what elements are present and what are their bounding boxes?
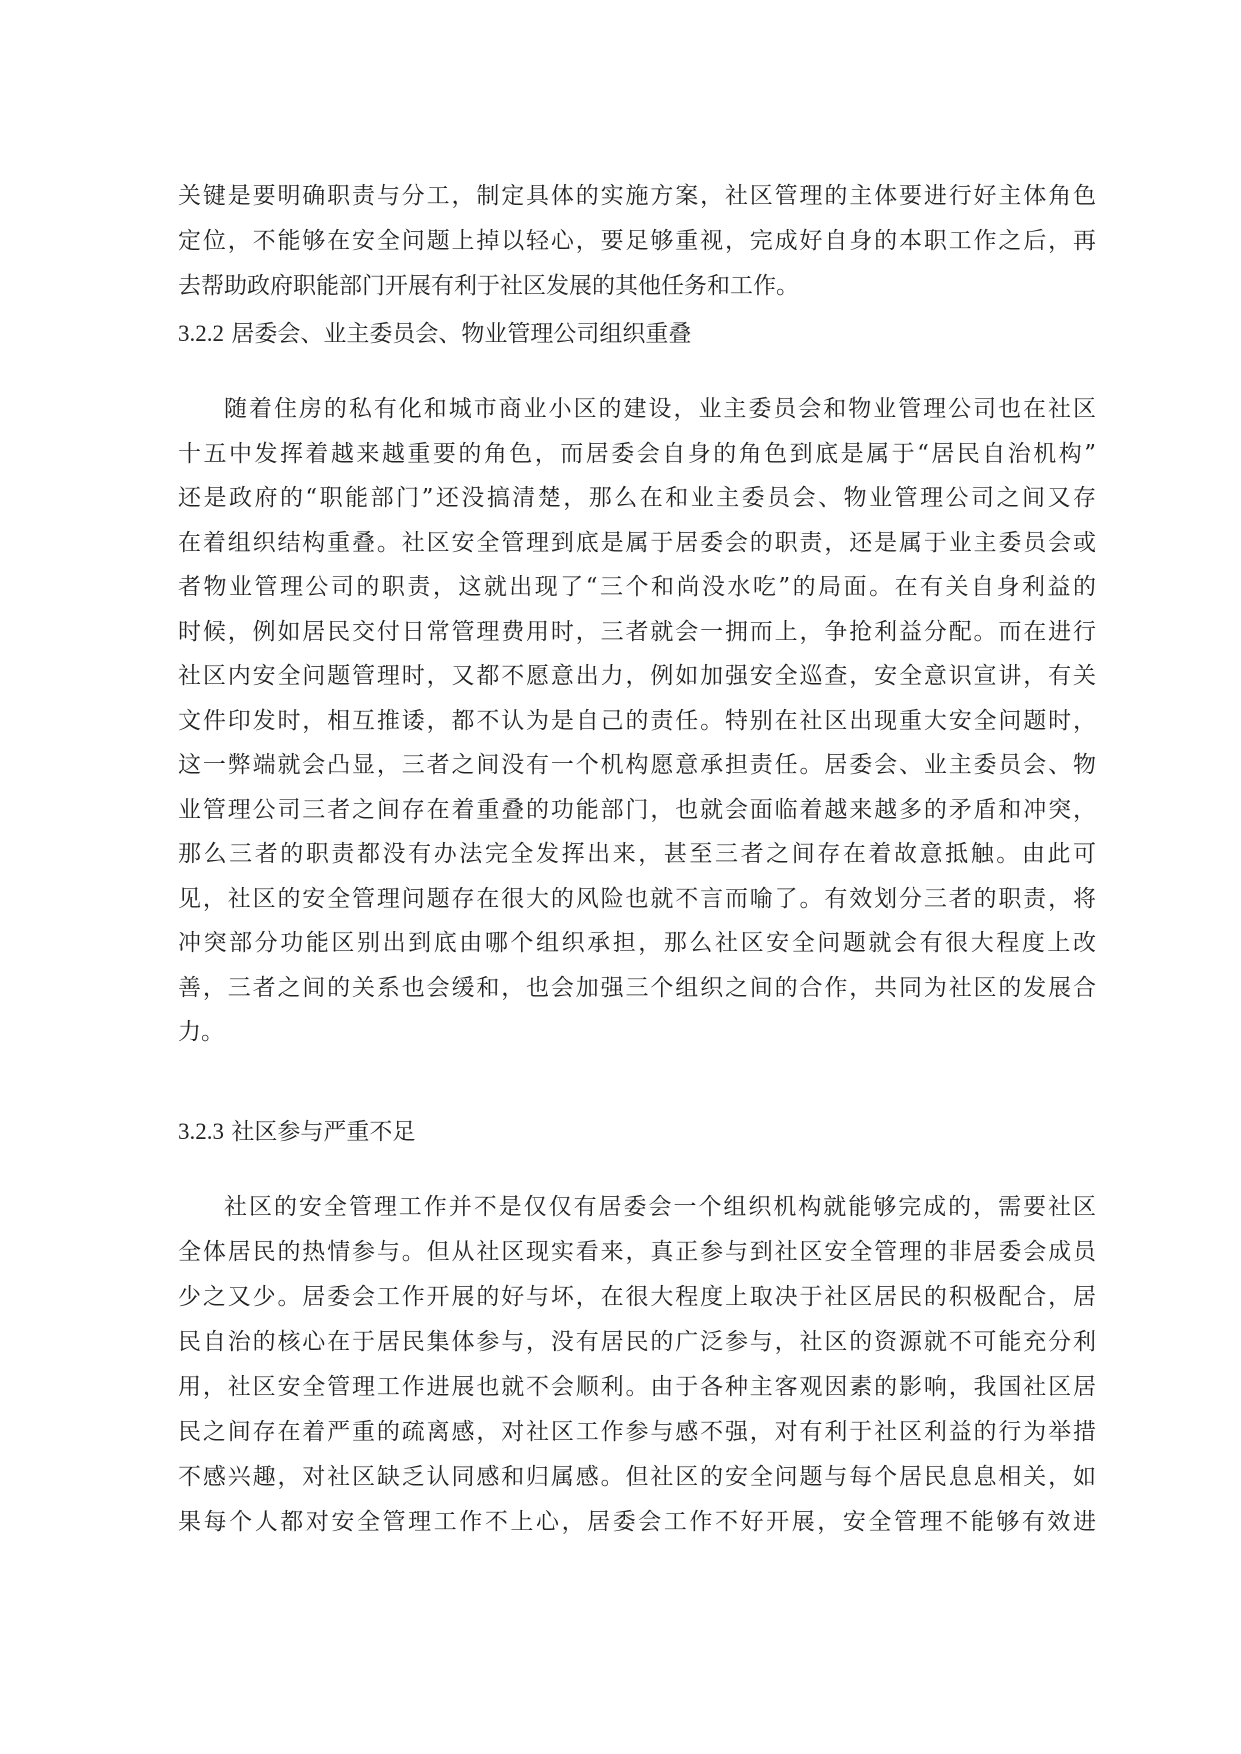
paragraph-line: 社区的安全管理工作并不是仅仅有居委会一个组织机构就能够完成的，需要社区 <box>224 1194 1096 1220</box>
paragraph-2 <box>178 387 1096 1055</box>
paragraph-line: 时候，例如居民交付日常管理费用时，三者就会一拥而上，争抢利益分配。而在进行 <box>178 618 1096 645</box>
paragraph-line: 社区内安全问题管理时，又都不愿意出力，例如加强安全巡查，安全意识宣讲，有关 <box>178 663 1096 689</box>
paragraph-line: 十五中发挥着越来越重要的角色，而居委会自身的角色到底是属于“居民自治机构” <box>178 440 1096 467</box>
paragraph-line: 少之又少。居委会工作开展的好与坏，在很大程度上取决于社区居民的积极配合，居 <box>178 1284 1096 1310</box>
section-title: 社区参与严重不足 <box>231 1119 416 1145</box>
paragraph-line: 还是政府的“职能部门”还没搞清楚，那么在和业主委员会、物业管理公司之间又存 <box>178 485 1096 511</box>
paragraph-line: 用，社区安全管理工作进展也就不会顺利。由于各种主客观因素的影响，我国社区居 <box>178 1374 1096 1400</box>
paragraph-line: 不感兴趣，对社区缺乏认同感和归属感。但社区的安全问题与每个居民息息相关，如 <box>178 1464 1096 1490</box>
paragraph-line: 者物业管理公司的职责，这就出现了“三个和尚没水吃”的局面。在有关自身利益的 <box>178 574 1096 600</box>
section-number: 3.2.3 <box>178 1119 224 1144</box>
paragraph-line: 民自治的核心在于居民集体参与，没有居民的广泛参与，社区的资源就不可能充分利 <box>178 1329 1096 1355</box>
paragraph-line: 这一弊端就会凸显，三者之间没有一个机构愿意承担责任。居委会、业主委员会、物 <box>178 752 1096 778</box>
paragraph-line: 业管理公司三者之间存在着重叠的功能部门，也就会面临着越来越多的矛盾和冲突， <box>178 796 1096 823</box>
paragraph-1 <box>178 174 1096 309</box>
paragraph-line: 善，三者之间的关系也会缓和，也会加强三个组织之间的合作，共同为社区的发展合 <box>178 974 1096 1001</box>
section-number: 3.2.2 <box>178 321 224 346</box>
paragraph-line: 民之间存在着严重的疏离感，对社区工作参与感不强，对有利于社区利益的行为举措 <box>178 1419 1096 1445</box>
section-heading-3-2-3 <box>178 1116 415 1148</box>
paragraph-line: 冲突部分功能区别出到底由哪个组织承担，那么社区安全问题就会有很大程度上改 <box>178 930 1096 956</box>
section-heading-3-2-2 <box>178 318 691 350</box>
paragraph-line: 定位，不能够在安全问题上掉以轻心，要足够重视，完成好自身的本职工作之后，再 <box>178 228 1096 254</box>
paragraph-line: 力。 <box>178 1019 224 1045</box>
section-title: 居委会、业主委员会、物业管理公司组织重叠 <box>231 321 692 347</box>
paragraph-3 <box>178 1185 1096 1545</box>
paragraph-line: 随着住房的私有化和城市商业小区的建设，业主委员会和物业管理公司也在社区 <box>224 396 1096 422</box>
paragraph-line: 文件印发时，相互推诿，都不认为是自己的责任。特别在社区出现重大安全问题时， <box>178 707 1096 734</box>
paragraph-line: 果每个人都对安全管理工作不上心，居委会工作不好开展，安全管理不能够有效进 <box>178 1509 1096 1535</box>
paragraph-line: 那么三者的职责都没有办法完全发挥出来，甚至三者之间存在着故意抵触。由此可 <box>178 841 1096 867</box>
paragraph-line: 全体居民的热情参与。但从社区现实看来，真正参与到社区安全管理的非居委会成员 <box>178 1239 1096 1265</box>
paragraph-line: 去帮助政府职能部门开展有利于社区发展的其他任务和工作。 <box>178 273 799 299</box>
paragraph-line: 在着组织结构重叠。社区安全管理到底是属于居委会的职责，还是属于业主委员会或 <box>178 529 1096 556</box>
paragraph-line: 见，社区的安全管理问题存在很大的风险也就不言而喻了。有效划分三者的职责，将 <box>178 885 1096 912</box>
paragraph-line: 关键是要明确职责与分工，制定具体的实施方案，社区管理的主体要进行好主体角色 <box>178 183 1096 209</box>
